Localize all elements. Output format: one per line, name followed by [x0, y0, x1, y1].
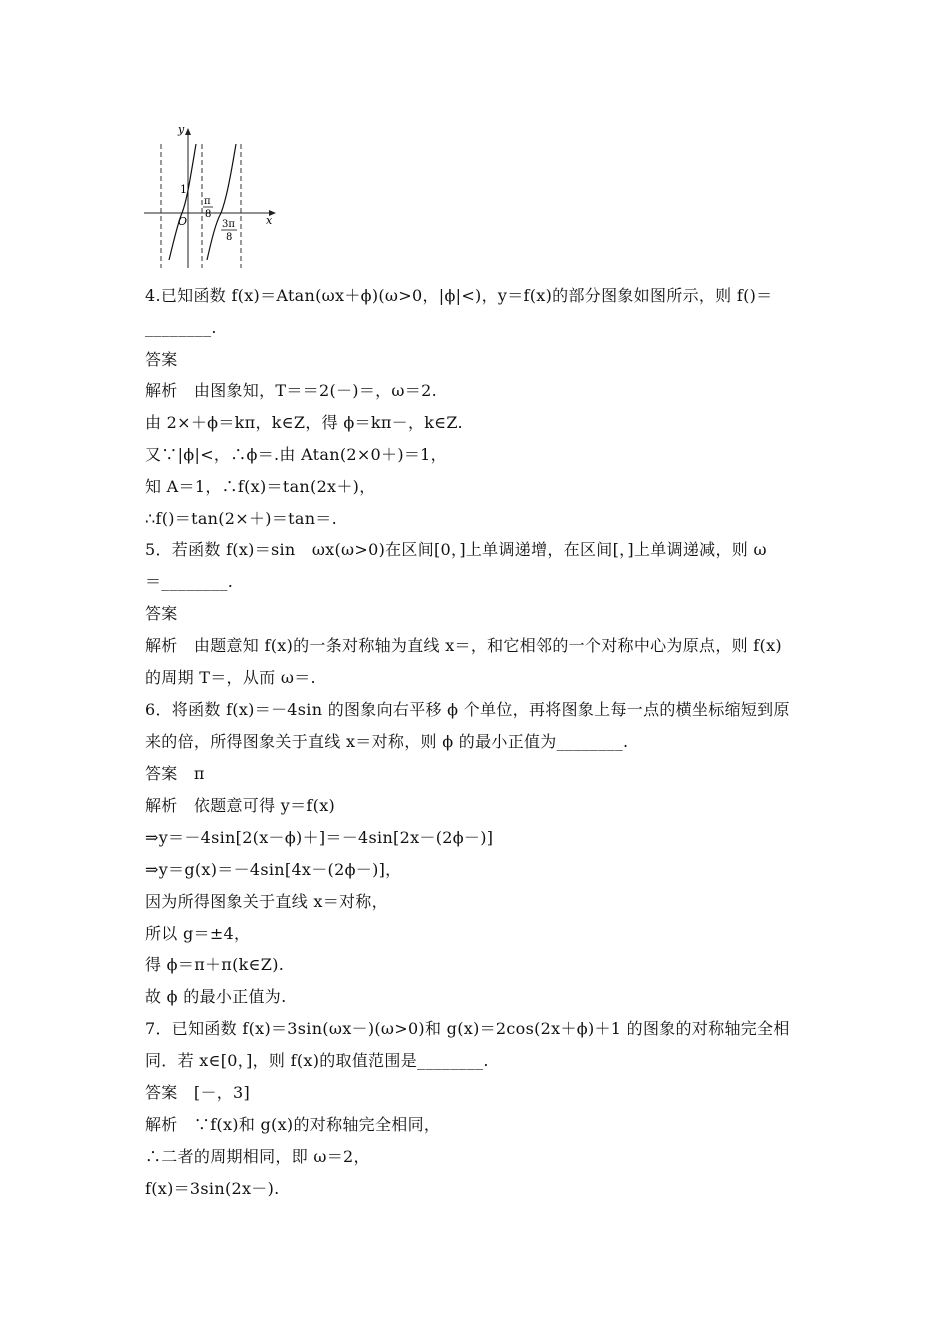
solution-line: ⇒y＝－4sin[2(x－ϕ)＋]＝－4sin[2x－(2ϕ－)]: [145, 828, 494, 847]
tangent-graph-figure: [138, 120, 280, 272]
solution-line: 由 2×＋ϕ＝kπ，k∈Z，得 ϕ＝kπ－，k∈Z.: [145, 413, 463, 432]
solution-line: 知 A＝1，∴f(x)＝tan(2x＋)，: [145, 477, 376, 496]
problem-5-blank: ＝________.: [145, 572, 234, 591]
problem-6-statement: 6．将函数 f(x)＝－4sin 的图象向右平移 ϕ 个单位，再将图象上每一点的横坐标缩短到原: [145, 700, 790, 719]
y-axis-label: y: [178, 123, 185, 136]
solution-line: 解析 ∵f(x)和 g(x)的对称轴完全相同，: [145, 1115, 441, 1134]
problem-4-blank: ________.: [145, 318, 217, 337]
problem-4-statement: 4.已知函数 f(x)＝Atan(ωx＋ϕ)(ω>0，|ϕ|<)，y＝f(x)的部分图象如图所示，则 f()＝: [145, 286, 773, 305]
solution-line: f(x)＝3sin(2x－).: [145, 1179, 280, 1198]
solution-line: ∴f()＝tan(2×＋)＝tan＝.: [145, 509, 337, 528]
solution-line: 故 ϕ 的最小正值为.: [145, 987, 287, 1006]
solution-line: 得 ϕ＝π＋π(k∈Z).: [145, 955, 285, 974]
problem-5-statement: 5．若函数 f(x)＝sin ωx(ω>0)在区间[0，]上单调递增，在区间[，]上单调递减，则 ω: [145, 540, 767, 559]
3pi-over-8-numerator: 3π: [222, 219, 235, 230]
answer-label: 答案: [145, 604, 178, 623]
answer-line: 答案 [－，3]: [145, 1083, 251, 1102]
pi-over-8-numerator: π: [204, 196, 211, 207]
3pi-over-8-denominator: 8: [226, 232, 233, 243]
origin-label: O: [178, 215, 188, 228]
answer-line: 答案 π: [145, 764, 205, 783]
tangent-curve-branch: [169, 144, 196, 260]
answer-label: 答案: [145, 350, 178, 369]
solution-line: 解析 由图象知，T＝＝2(－)＝，ω＝2.: [145, 381, 437, 400]
solution-line: ∴二者的周期相同，即 ω＝2，: [145, 1147, 370, 1166]
pi-over-8-denominator: 8: [205, 209, 212, 220]
problem-7-statement-cont: 同．若 x∈[0，]，则 f(x)的取值范围是________.: [145, 1051, 489, 1070]
x-axis-label: x: [266, 214, 273, 227]
problem-7-statement: 7．已知函数 f(x)＝3sin(ωx－)(ω>0)和 g(x)＝2cos(2x＋ϕ)＋1 的图象的对称轴完全相: [145, 1019, 790, 1038]
one-label: 1: [180, 183, 187, 196]
solution-line: 的周期 T＝，从而 ω＝.: [145, 668, 316, 687]
solution-line: ⇒y＝g(x)＝－4sin[4x－(2ϕ－)]，: [145, 860, 402, 879]
solution-line: 又∵|ϕ|<，∴ϕ＝.由 Atan(2×0＋)＝1，: [145, 445, 447, 464]
y-axis-arrow: [185, 128, 191, 135]
solution-line: 解析 由题意知 f(x)的一条对称轴为直线 x＝，和它相邻的一个对称中心为原点，则 f(x): [145, 636, 782, 655]
solution-line: 解析 依题意可得 y＝f(x): [145, 796, 336, 815]
solution-line: 因为所得图象关于直线 x＝对称，: [145, 892, 388, 911]
problem-6-statement-cont: 来的倍，所得图象关于直线 x＝对称，则 ϕ 的最小正值为________.: [145, 732, 629, 751]
solution-line: 所以 g＝±4，: [145, 924, 251, 943]
